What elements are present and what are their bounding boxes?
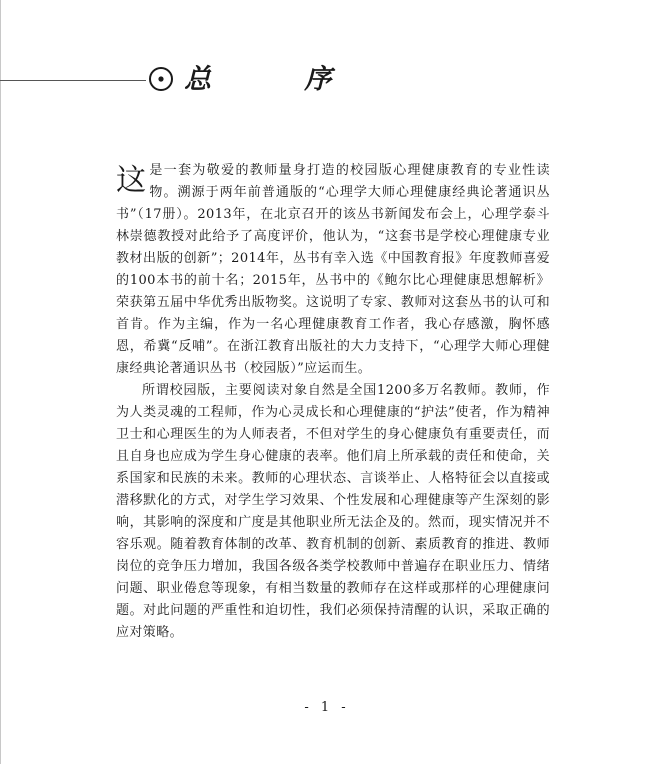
paragraph-1: 这是一套为敬爱的教师量身打造的校园版心理健康教育的专业性读物。溯源于两年前普通版的“心理学大师心理健康经典论著通识丛书”（17册）。2013年，在北京召开的该丛书新闻发布会上，心理学泰斗林崇德教授对此给予了高度评价，他认为，“这套书是学校心理健康专业教材出版的创新”；2014年，丛书有幸入选《中国教育报》年度教师喜爱的100本书的前十名；2015年，丛书中的《鲍尔比心理健康思想解析》荣获第五届中华优秀出版物奖。这说明了专家、教师对这套丛书的认可和首肯。作为主编，作为一名心理健康教育工作者，我心存感激，胸怀感恩，希冀“反哺”。在浙江教育出版社的大力支持下，“心理学大师心理健康经典论著通识丛书（校园版）”应运而生。 <box>116 163 550 376</box>
chapter-heading <box>0 58 654 102</box>
page-title: 总 序 <box>184 64 374 95</box>
circle-dot-icon <box>148 66 174 92</box>
body-text <box>116 160 550 644</box>
paragraph-2: 所谓校园版，主要阅读对象自然是全国1200多万名教师。教师，作为人类灵魂的工程师，作为心灵成长和心理健康的“护法”使者，作为精神卫士和心理医生的为人师表者，不但对学生的身心健康负有重要责任，而且自身也应成为学生身心健康的表率。他们肩上所承载的责任和使命，关系国家和民族的未来。教师的心理状态、言谈举止、人格特征会以直接或潜移默化的方式，对学生学习效果、个性发展和心理健康等产生深刻的影响，其影响的深度和广度是其他职业所无法企及的。然而，现实情况并不容乐观。随着教育体制的改革、教育机制的创新、素质教育的推进、教师岗位的竞争压力增加，我国各级各类学校教师中普遍存在职业压力、情绪问题、职业倦怠等现象，有相当数量的教师存在这样或那样的心理健康问题。对此问题的严重性和迫切性，我们必须保持清醒的认识，采取正确的应对策略。 <box>116 383 550 640</box>
title-rule <box>0 80 146 81</box>
page-number: - 1 - <box>304 700 350 715</box>
page-edge <box>0 0 1 764</box>
